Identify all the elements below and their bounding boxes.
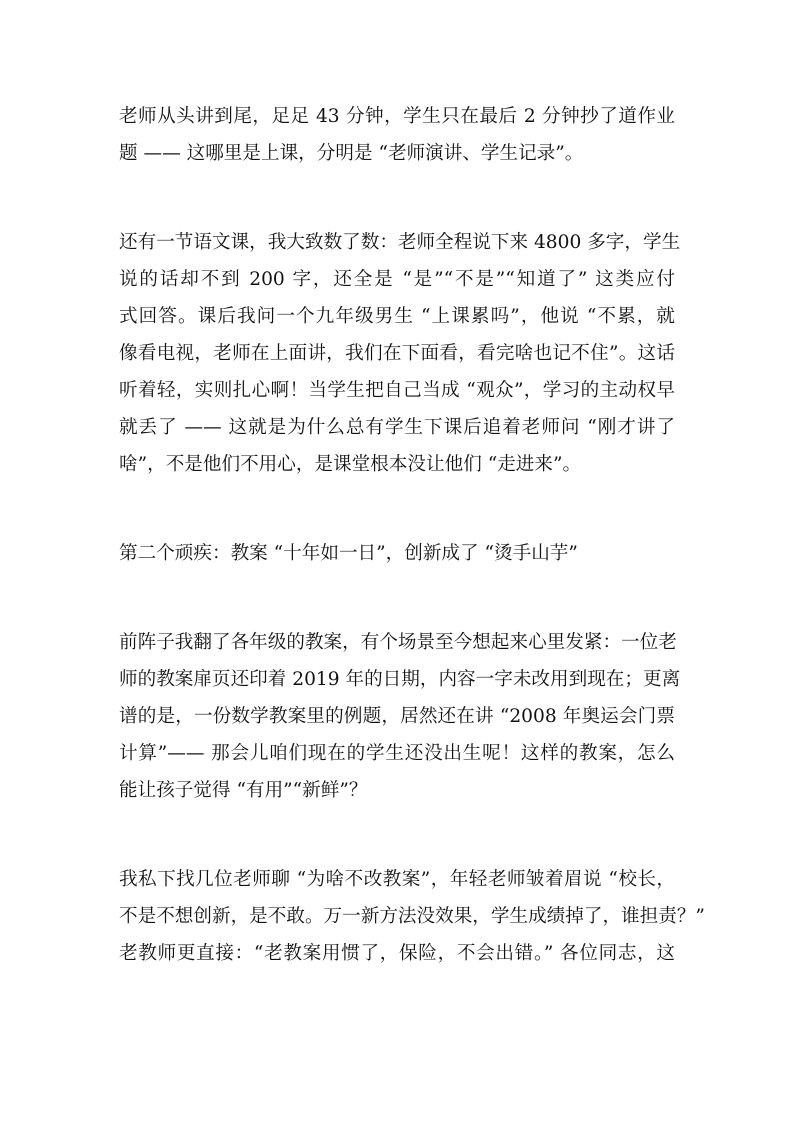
text-line: 计算”—— 那会儿咱们现在的学生还没出生呢！这样的教案，怎么 bbox=[119, 743, 675, 764]
heading-line: 第二个顽疾：教案 “十年如一日”，创新成了 “烫手山芋” bbox=[119, 543, 578, 564]
text-line: 老师从头讲到尾，足足 43 分钟，学生只在最后 2 分钟抄了道作业 bbox=[119, 106, 675, 127]
text-line: 我私下找几位老师聊 “为啥不改教案”，年轻老师皱着眉说 “校长， bbox=[119, 869, 675, 890]
text-line: 师的教案扉页还印着 2019 年的日期，内容一字未改用到现在；更离 bbox=[119, 669, 681, 690]
paragraph-3 bbox=[119, 624, 681, 809]
paragraph-gap bbox=[119, 809, 675, 861]
paragraph-gap bbox=[119, 483, 675, 535]
text-line: 前阵子我翻了各年级的教案，有个场景至今想起来心里发紧：一位老 bbox=[119, 632, 677, 653]
text-line: 谱的是，一份数学教案里的例题，居然还在讲 “2008 年奥运会门票 bbox=[119, 706, 675, 727]
text-line: 啥”，不是他们不用心，是课堂根本没让他们 “走进来”。 bbox=[119, 454, 582, 475]
text-line: 就丢了 —— 这就是为什么总有学生下课后追着老师问 “刚才讲了 bbox=[119, 417, 675, 438]
text-line: 像看电视，老师在上面讲，我们在下面看，看完啥也记不住”。这话 bbox=[119, 343, 675, 364]
section-heading bbox=[119, 535, 675, 572]
text-line: 不是不想创新，是不敢。万一新方法没效果，学生成绩掉了，谁担责？” bbox=[119, 906, 705, 927]
text-line: 还有一节语文课，我大致数了数：老师全程说下来 4800 多字，学生 bbox=[119, 232, 681, 253]
text-line: 听着轻，实则扎心啊！当学生把自己当成 “观众”，学习的主动权早 bbox=[119, 380, 675, 401]
paragraph-4 bbox=[119, 861, 705, 972]
text-line: 老教师更直接：“老教案用惯了，保险，不会出错。” 各位同志，这 bbox=[119, 943, 675, 964]
text-line: 能让孩子觉得 “有用”“新鲜”？ bbox=[119, 780, 368, 801]
paragraph-gap bbox=[119, 172, 675, 224]
text-line: 说的话却不到 200 字，还全是 “是”“不是”“知道了” 这类应付 bbox=[119, 269, 675, 290]
paragraph-gap bbox=[119, 572, 675, 624]
document-body bbox=[119, 98, 705, 972]
text-line: 式回答。课后我问一个九年级男生 “上课累吗”，他说 “不累，就 bbox=[119, 306, 675, 327]
text-line: 题 —— 这哪里是上课，分明是 “老师演讲、学生记录”。 bbox=[119, 143, 584, 164]
paragraph-2 bbox=[119, 224, 681, 483]
paragraph-1 bbox=[119, 98, 675, 172]
